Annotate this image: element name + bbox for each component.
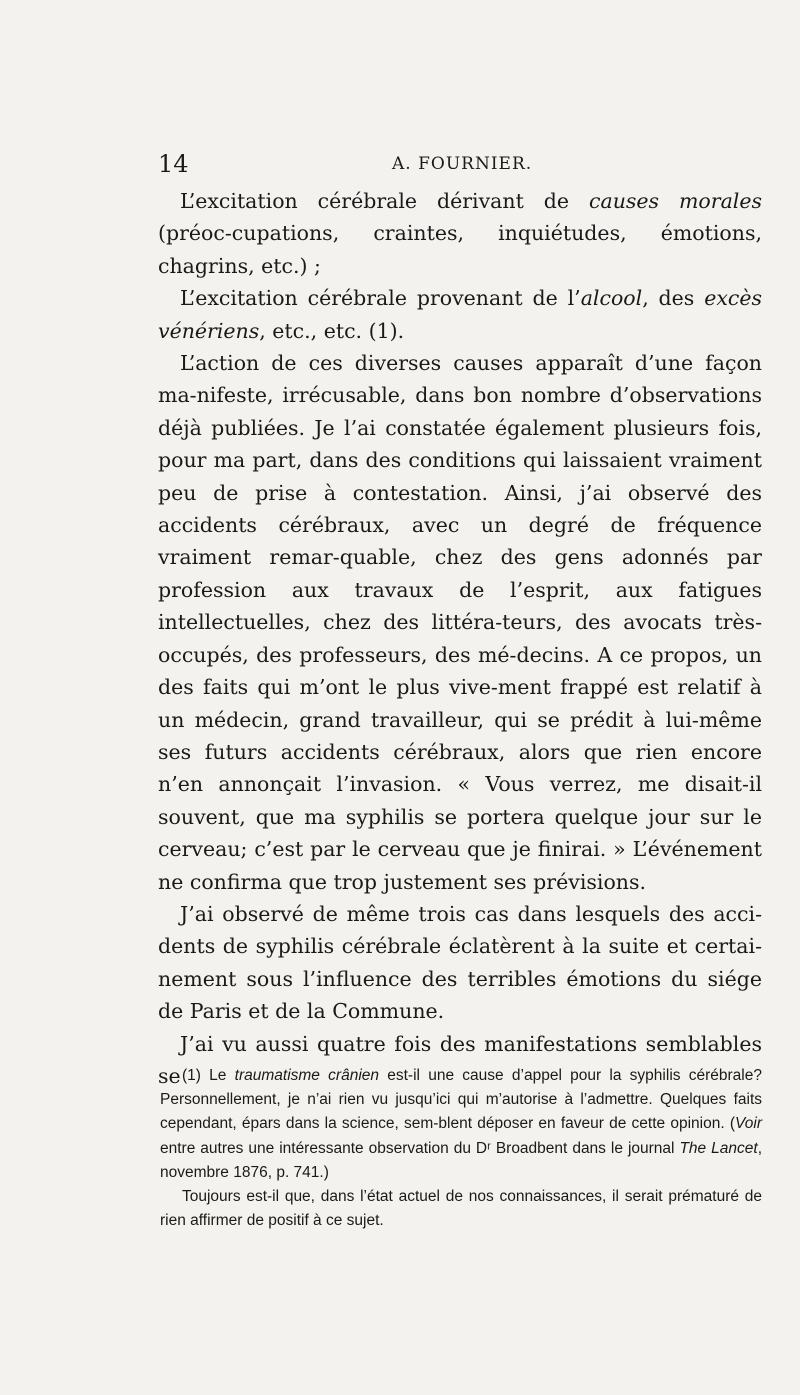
page-number: 14 xyxy=(158,150,189,178)
italic-run: alcool xyxy=(580,286,643,311)
text-run: entre autres une intéressante observation du Dʳ Broadbent dans le journal xyxy=(160,1139,680,1157)
text-run: , des xyxy=(642,286,705,311)
body-paragraph xyxy=(158,185,762,282)
footnotes xyxy=(160,1064,762,1233)
running-head: A. FOURNIER. xyxy=(392,154,533,174)
text-run: J’ai observé de même trois cas dans lesquels des acci-dents de syphilis cérébrale éclatèrent à la suite et certai-nement sous l’influence des terribles émotions du siége de Paris et de la Commune. xyxy=(158,901,762,1024)
text-run: (1) Le xyxy=(182,1067,235,1084)
italic-run: Voir xyxy=(735,1115,762,1133)
body-paragraph xyxy=(158,282,762,347)
body-text xyxy=(158,185,762,1092)
text-run: Toujours est-il que, dans l’état actuel de nos connaissances, il serait prématuré de rien affirmer de positif à ce sujet. xyxy=(160,1188,762,1230)
italic-run: causes morales xyxy=(588,189,763,213)
footnote-paragraph xyxy=(160,1064,762,1185)
text-run: L’action de ces diverses causes apparaît d’une façon ma-nifeste, irrécusable, dans bon nombre d’observations déjà publiées. Je l’ai constatée également plusieurs fois, pour ma part, dans des conditions qui laissaient vraiment peu de prise à contestation. Ainsi, j’ai observé des accidents cérébraux, avec un degré de fréquence vraiment remar-quable, chez des gens adonnés par profession aux travaux de l’esprit, aux fatigues intellectuelles, chez des littéra-teurs, des avocats très-occupés, des professeurs, des mé-decins. A ce propos, un des faits qui m’ont le plus vive-ment frappé est relatif à un médecin, grand travailleur, qui se prédit à lui-même ses futurs accidents cérébraux, alors que rien encore n’en annonçait l’invasion. « Vous verrez, me disait-il souvent, que ma syphilis se portera quelque jour sur le cerveau; c’est par le cerveau que je finirai. » L’événement ne confirma que trop justement ses prévisions. xyxy=(158,351,762,894)
page-header xyxy=(158,150,758,180)
text-run: L’excitation cérébrale dérivant de xyxy=(180,189,589,213)
text-run: J’ai vu aussi quatre fois des manifestations semblables se xyxy=(158,1031,762,1088)
text-run: est-il une cause d’appel pour la syphilis cérébrale? Personnellement, je n’ai rien vu jusqu’ici qui m’autorise à l’admettre. Quelques faits cependant, épars dans la science, sem-blent déposer en faveur de cette opinion. ( xyxy=(160,1067,762,1133)
text-run: L’excitation cérébrale provenant de l’ xyxy=(180,286,581,311)
footnote-paragraph xyxy=(160,1185,762,1233)
text-run: (préoc-cupations, craintes, inquiétudes, émotions, chagrins, etc.) ; xyxy=(158,221,762,278)
italic-run: traumatisme crânien xyxy=(234,1067,380,1084)
text-run: , novembre 1876, p. 741.) xyxy=(160,1139,762,1181)
body-paragraph xyxy=(158,347,762,898)
body-paragraph xyxy=(158,898,762,1028)
italic-run: The Lancet xyxy=(679,1139,758,1157)
italic-run: excès vénériens xyxy=(158,286,763,343)
text-run: , etc., etc. (1). xyxy=(259,318,405,343)
